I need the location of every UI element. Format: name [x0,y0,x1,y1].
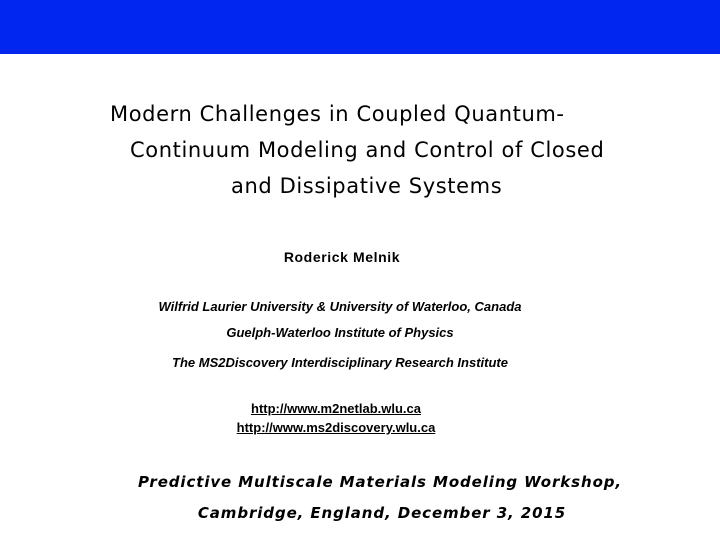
title-line: Continuum Modeling and Control of Closed [130,138,605,162]
title-line: Modern Challenges in Coupled Quantum- [110,102,565,126]
m2netlab-link[interactable]: http://www.m2netlab.wlu.ca [251,401,421,416]
workshop-name: Predictive Multiscale Materials Modeling Workshop, [137,473,623,491]
slide-title [80,96,640,204]
header-bar [0,0,720,54]
author-name: Roderick Melnik [283,249,401,265]
workshop-location-date: Cambridge, England, December 3, 2015 [197,504,567,522]
ms2discovery-link[interactable]: http://www.ms2discovery.wlu.ca [236,420,436,435]
title-line: and Dissipative Systems [231,174,503,198]
affiliation: Guelph-Waterloo Institute of Physics [226,325,454,340]
affiliation: Wilfrid Laurier University & University of Waterloo, Canada [158,299,522,314]
affiliation: The MS2Discovery Interdisciplinary Research Institute [172,355,508,370]
